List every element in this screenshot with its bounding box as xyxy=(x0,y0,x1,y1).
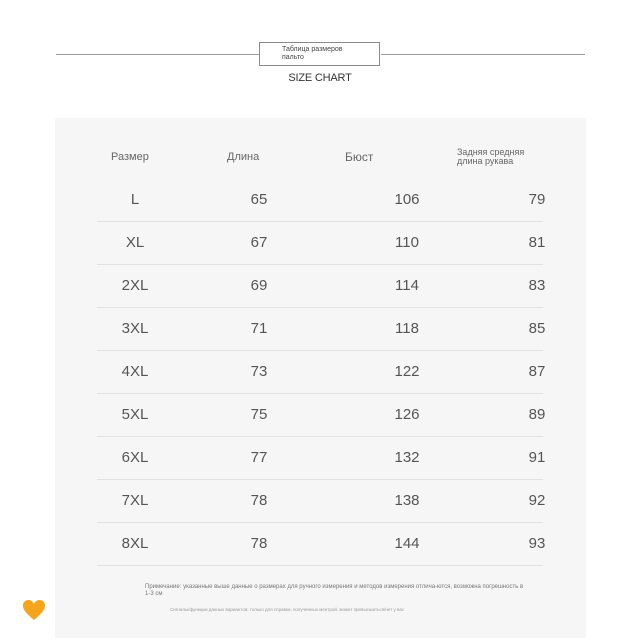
cell-size: 2XL xyxy=(121,277,149,294)
cell-bust: 110 xyxy=(395,234,419,251)
cell-length: 65 xyxy=(250,191,268,208)
column-header-size: Размер xyxy=(111,151,149,163)
table-row xyxy=(97,307,546,351)
header-divider-left xyxy=(56,54,260,55)
cell-bust: 126 xyxy=(394,406,420,423)
table-row xyxy=(97,436,546,480)
cell-bust: 144 xyxy=(394,535,420,552)
cell-length: 77 xyxy=(250,449,268,466)
cell-bust: 114 xyxy=(395,277,419,294)
cell-sleeve: 87 xyxy=(528,363,546,380)
table-row xyxy=(97,393,546,437)
cell-size: 6XL xyxy=(121,449,149,466)
column-header-bust: Бюст xyxy=(345,150,374,164)
cell-bust: 138 xyxy=(394,492,420,509)
cell-bust: 118 xyxy=(395,320,419,337)
cell-length: 71 xyxy=(250,320,268,337)
cell-length: 67 xyxy=(250,234,268,251)
cell-sleeve: 79 xyxy=(528,191,546,208)
cell-sleeve: 89 xyxy=(528,406,546,423)
cell-bust: 132 xyxy=(394,449,420,466)
size-table-panel xyxy=(55,118,586,638)
cell-size: 4XL xyxy=(121,363,149,380)
cell-length: 75 xyxy=(250,406,268,423)
cell-length: 78 xyxy=(250,535,268,552)
column-header-sleeve-line-2: длина рукава xyxy=(457,156,514,166)
cell-size: L xyxy=(130,191,140,208)
title-box-line-2: пальто xyxy=(282,54,304,61)
table-row xyxy=(97,178,546,222)
cell-sleeve: 85 xyxy=(528,320,546,337)
cell-bust: 106 xyxy=(394,191,420,208)
heart-icon xyxy=(22,599,46,621)
reference-note: Сигналы/функции данных вариантов: только для справки, полученных ментрой, может превысшиться/нет у вас xyxy=(170,607,405,612)
cell-size: 3XL xyxy=(121,320,149,337)
size-table-title-box xyxy=(259,42,380,66)
table-row xyxy=(97,221,546,265)
cell-sleeve: 81 xyxy=(528,234,546,251)
cell-size: 7XL xyxy=(121,492,149,509)
cell-sleeve: 92 xyxy=(528,492,546,509)
cell-size: 5XL xyxy=(121,406,149,423)
cell-sleeve: 93 xyxy=(528,535,546,552)
size-chart-heading: SIZE CHART xyxy=(288,72,352,84)
table-row xyxy=(97,522,546,566)
table-row xyxy=(97,264,546,308)
column-header-sleeve-line-1: Задняя средняя xyxy=(457,147,525,157)
table-row xyxy=(97,479,546,523)
cell-length: 69 xyxy=(250,277,268,294)
cell-size: XL xyxy=(125,234,145,251)
cell-sleeve: 83 xyxy=(528,277,546,294)
cell-length: 78 xyxy=(250,492,268,509)
table-row xyxy=(97,350,546,394)
title-box-line-1: Таблица размеров xyxy=(282,46,343,53)
cell-bust: 122 xyxy=(394,363,420,380)
cell-length: 73 xyxy=(250,363,268,380)
cell-sleeve: 91 xyxy=(528,449,546,466)
measurement-note: Примечание: указанные выше данные о размерах для ручного измерения и методов измерения отлича-ются, возможна погрешность в 1-3 см xyxy=(145,584,524,597)
column-header-sleeve xyxy=(457,148,524,166)
header-divider-right xyxy=(381,54,585,55)
table-header xyxy=(55,118,586,178)
cell-size: 8XL xyxy=(121,535,149,552)
column-header-length: Длина xyxy=(227,151,260,163)
